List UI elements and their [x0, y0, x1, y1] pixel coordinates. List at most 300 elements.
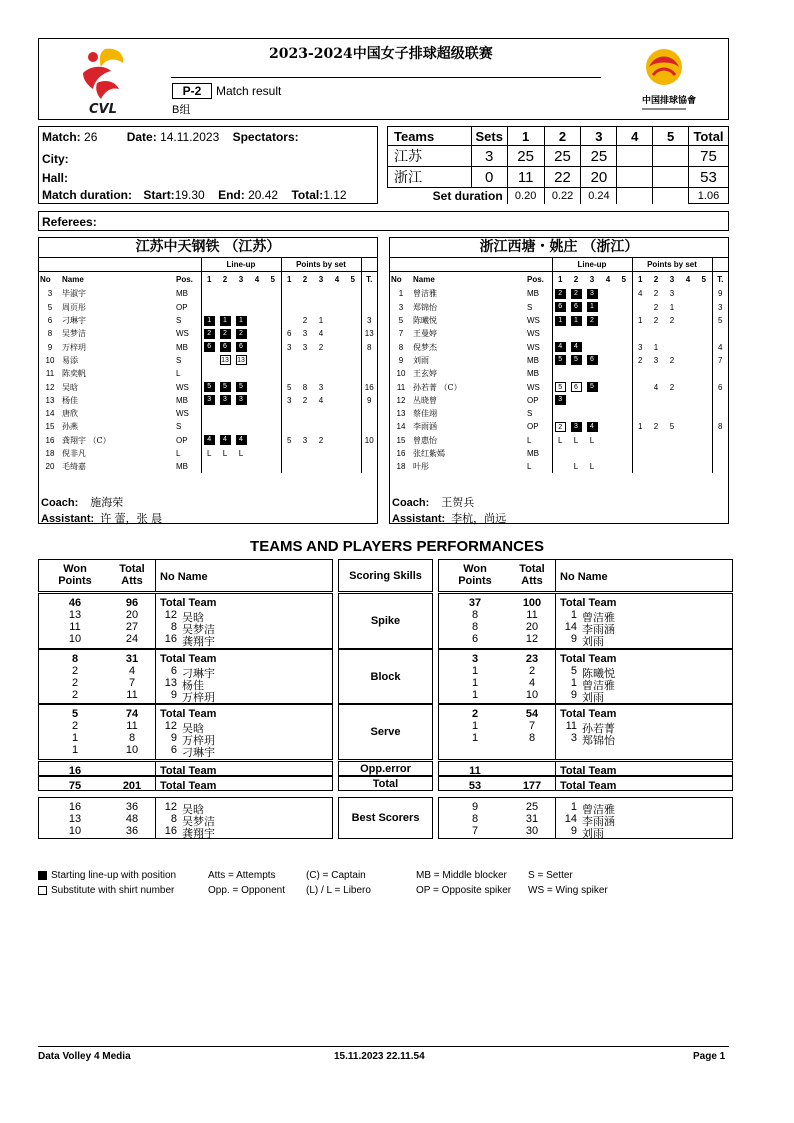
player-atts: 4	[528, 677, 536, 689]
set-points	[648, 327, 664, 340]
lineup-cell	[552, 287, 568, 300]
player-total	[712, 327, 728, 340]
coach-label: Coach:	[392, 497, 430, 509]
player-number: 14	[564, 813, 577, 825]
col-set1: 1	[507, 127, 544, 146]
start-label: Start:	[143, 188, 175, 202]
team-won-points: 46	[68, 597, 82, 609]
lineup-cell	[201, 327, 217, 340]
player-total	[361, 420, 377, 433]
lineup-cell	[249, 327, 265, 340]
player-row	[390, 287, 728, 300]
set-points	[680, 354, 696, 367]
lineup-cell	[584, 407, 600, 420]
lineup-header: Line-up	[201, 258, 281, 271]
set-points	[281, 354, 297, 367]
player-atts: 36	[125, 825, 139, 837]
player-position: WS	[176, 382, 189, 392]
lineup-cell	[584, 420, 600, 433]
lineup-cell	[600, 314, 616, 327]
player-atts: 7	[128, 677, 136, 689]
player-row	[390, 354, 728, 367]
player-number: 11	[45, 369, 55, 379]
lineup-cell	[233, 314, 249, 327]
won-points-header: Won Points	[458, 563, 492, 587]
set-points	[680, 420, 696, 433]
player-row	[39, 434, 377, 447]
player-total	[361, 354, 377, 367]
col-points-set: 3	[318, 275, 324, 285]
player-atts: 31	[525, 813, 539, 825]
set-points	[664, 434, 680, 447]
hall-label: Hall:	[42, 171, 69, 185]
lineup-cell	[584, 314, 600, 327]
lineup-table	[390, 258, 728, 473]
set-points: 2	[318, 435, 324, 445]
player-name: 吴梦洁	[62, 329, 86, 339]
substitute-number-icon: 2	[555, 422, 566, 432]
lineup-cell	[249, 420, 265, 433]
starting-position-icon: 2	[204, 329, 215, 339]
col-points-set: 1	[281, 271, 297, 287]
player-won-points: 1	[471, 677, 479, 689]
set-points: 3	[302, 329, 308, 339]
footer-page: Page 1	[693, 1051, 726, 1062]
starting-position-icon: 1	[204, 316, 215, 326]
set-points	[664, 367, 680, 380]
team-atts: 100	[522, 597, 542, 609]
lineup-cell	[584, 287, 600, 300]
set-points	[297, 287, 313, 300]
player-name: 吴晗	[182, 722, 204, 735]
player-atts: 12	[525, 633, 539, 645]
lineup-cell	[552, 340, 568, 353]
lineup-cell	[568, 407, 584, 420]
set-points	[680, 314, 696, 327]
lineup-cell	[568, 447, 584, 460]
player-number: 13	[164, 677, 177, 689]
player-row	[390, 434, 728, 447]
set-points	[648, 367, 664, 380]
player-name: 孙燕	[62, 422, 78, 432]
lineup-cell	[233, 327, 249, 340]
starting-position-icon: 2	[220, 329, 231, 339]
col-lineup-set: 1	[552, 271, 568, 287]
player-number: 16	[45, 435, 55, 445]
column-divider	[155, 762, 156, 775]
lineup-cell	[552, 447, 568, 460]
set-points	[648, 447, 664, 460]
player-name: 曾洁雅	[582, 679, 615, 692]
match-info	[38, 126, 378, 204]
set-points	[313, 447, 329, 460]
team-atts: 177	[522, 780, 542, 792]
set-points	[329, 460, 345, 473]
skill-total: Total	[338, 776, 433, 791]
player-number: 8	[170, 621, 177, 633]
lineup-cell	[265, 394, 281, 407]
report-code: P-2	[172, 83, 212, 99]
perf-block	[38, 704, 333, 760]
match-number: 26	[84, 130, 98, 144]
player-name: 郑锦怡	[582, 734, 615, 747]
player-position: S	[176, 355, 182, 365]
total-team-label: Total Team	[160, 653, 217, 665]
player-number: 14	[396, 422, 406, 432]
player-name: 张红紫嫣	[413, 449, 445, 458]
lineup-cell	[201, 287, 217, 300]
player-name: 刘雨	[413, 355, 429, 365]
player-number: 16	[164, 825, 177, 837]
player-number: 7	[398, 329, 404, 339]
player-total	[712, 407, 728, 420]
player-name: 丛晓曾	[413, 395, 437, 405]
player-number: 3	[570, 732, 577, 744]
set-points	[329, 287, 345, 300]
set-points	[297, 367, 313, 380]
score-row	[388, 146, 729, 167]
lineup-cell	[233, 354, 249, 367]
col-points-set: 4	[334, 275, 340, 285]
lineup-cell	[201, 301, 217, 314]
player-position: MB	[527, 369, 539, 379]
set-duration-label: Set duration	[432, 188, 503, 203]
player-position: L	[176, 449, 181, 458]
lineup-cell	[568, 380, 584, 393]
player-row	[390, 407, 728, 420]
lineup-cell	[568, 354, 584, 367]
legend-sub	[38, 885, 174, 896]
column-divider	[155, 705, 156, 759]
lineup-cell	[201, 314, 217, 327]
set-score	[617, 146, 653, 167]
end-value: 20.42	[248, 188, 279, 202]
player-row	[390, 301, 728, 314]
referees: Referees:	[38, 211, 729, 231]
player-atts: 10	[125, 744, 139, 756]
player-number: 12	[396, 395, 406, 405]
player-position: MB	[527, 355, 539, 365]
player-name: 李雨涵	[582, 815, 615, 828]
col-set3: 3	[581, 127, 617, 146]
lineup-cell	[584, 447, 600, 460]
col-points-set: 3	[669, 275, 675, 285]
player-name: 毕淑宇	[62, 289, 86, 299]
col-points-set: 1	[632, 271, 648, 287]
lineup-cell	[552, 380, 568, 393]
total-label: Total:	[291, 188, 324, 202]
player-won-points: 7	[471, 825, 479, 837]
legend-opp: Opp. = Opponent	[208, 885, 286, 896]
match-label: Match:	[42, 130, 81, 144]
empty-square-icon	[38, 886, 47, 895]
set-points	[680, 407, 696, 420]
lineup-cell	[265, 301, 281, 314]
set-points	[696, 314, 712, 327]
total-value: 1.12	[323, 188, 347, 202]
legend-captain: (C) = Captain	[306, 870, 366, 881]
lineup-cell	[217, 287, 233, 300]
lineup-cell	[265, 354, 281, 367]
player-number: 5	[570, 665, 577, 677]
set-points	[329, 380, 345, 393]
player-name: 万梓玥	[182, 691, 215, 704]
starting-position-icon: 2	[587, 316, 598, 326]
set-points	[281, 460, 297, 473]
col-teams: Teams	[388, 127, 472, 146]
player-total: 9	[361, 394, 377, 407]
player-name: 叶彤	[413, 462, 429, 472]
player-won-points: 10	[68, 825, 82, 837]
player-name: 孙若菁	[582, 722, 615, 735]
player-name: 吴梦洁	[182, 623, 215, 636]
player-atts: 11	[126, 720, 138, 732]
lineup-cell	[233, 380, 249, 393]
assistant-name: 李杭，尚远	[451, 512, 507, 525]
set-points: 4	[318, 395, 324, 405]
perf-block	[438, 761, 733, 776]
lineup-cell	[584, 340, 600, 353]
total-atts-header: Total Atts	[519, 563, 545, 587]
perf-block	[438, 797, 733, 839]
player-row	[390, 460, 728, 473]
lineup-cell	[616, 394, 632, 407]
set-duration: 0.20	[507, 188, 544, 204]
player-number: 12	[164, 801, 177, 813]
set-points	[696, 354, 712, 367]
perf-block	[38, 797, 333, 839]
player-name: 吴晗	[182, 803, 204, 816]
lineup-cell	[265, 340, 281, 353]
starting-position-icon: 4	[204, 435, 215, 445]
starting-position-icon: 5	[236, 382, 247, 392]
set-points	[297, 460, 313, 473]
player-name: 曾洁雅	[582, 611, 615, 624]
column-divider	[555, 705, 556, 759]
player-position: OP	[527, 422, 539, 432]
player-name: 吴晗	[62, 382, 78, 392]
player-number: 1	[570, 677, 577, 689]
lineup-cell	[616, 314, 632, 327]
set-points	[664, 394, 680, 407]
col-points-set: 5	[350, 275, 355, 285]
col-points-set: 4	[685, 275, 691, 285]
set-points: 2	[653, 302, 659, 312]
player-number: 20	[45, 462, 55, 472]
lineup-cell	[616, 460, 632, 473]
player-name: 刘雨	[582, 635, 604, 648]
player-atts: 11	[126, 689, 138, 701]
column-divider	[555, 560, 556, 591]
player-atts: 30	[525, 825, 539, 837]
starting-position-icon: 4	[587, 422, 598, 432]
lineup-cell	[616, 380, 632, 393]
player-name: 万梓玥	[62, 342, 86, 352]
lineup-cell	[265, 314, 281, 327]
set-points	[632, 447, 648, 460]
lineup-cell	[600, 380, 616, 393]
column-divider	[155, 594, 156, 648]
lineup-cell: L	[573, 435, 579, 445]
player-total: 9	[712, 287, 728, 300]
player-total: 7	[712, 354, 728, 367]
lineup-cell	[217, 314, 233, 327]
set-points	[680, 447, 696, 460]
player-won-points: 1	[71, 732, 79, 744]
col-points-set: 2	[302, 275, 308, 285]
player-number: 9	[570, 825, 577, 837]
team-atts: 31	[125, 653, 139, 665]
player-name: 刘雨	[582, 827, 604, 840]
player-number: 18	[45, 449, 55, 458]
set-points: 2	[669, 382, 675, 392]
set-score	[653, 146, 689, 167]
player-won-points: 11	[69, 621, 81, 633]
report-title: 2023-2024中国女子排球超级联赛	[269, 46, 493, 62]
total-team-label: Total Team	[560, 597, 617, 609]
player-row	[390, 420, 728, 433]
set-points: 2	[302, 316, 308, 326]
player-won-points: 8	[471, 621, 479, 633]
substitute-number-icon: 13	[237, 357, 245, 365]
sets-won: 0	[471, 167, 507, 188]
total-team-label: Total Team	[160, 780, 217, 792]
set-points	[297, 420, 313, 433]
lineup-cell	[217, 420, 233, 433]
col-sets: Sets	[471, 127, 507, 146]
player-row	[39, 340, 377, 353]
set-points	[632, 407, 648, 420]
set-points	[696, 340, 712, 353]
set-points: 2	[653, 316, 659, 326]
set-points	[345, 447, 361, 460]
lineup-cell	[217, 460, 233, 473]
lineup-cell	[233, 434, 249, 447]
set-score: 22	[544, 167, 581, 188]
set-points	[345, 407, 361, 420]
set-points: 3	[302, 435, 308, 445]
lineup-group-header	[390, 258, 728, 271]
set-points: 6	[281, 327, 297, 340]
set-points	[313, 407, 329, 420]
column-divider	[555, 777, 556, 790]
set-points	[648, 460, 664, 473]
starting-position-icon: 1	[236, 316, 247, 326]
col-pos: Pos.	[527, 275, 544, 285]
team-atts: 54	[525, 708, 539, 720]
team-name: 浙江	[388, 167, 472, 188]
player-row	[39, 314, 377, 327]
player-atts: 10	[525, 689, 539, 701]
player-position: OP	[527, 395, 539, 405]
player-number: 10	[45, 355, 55, 365]
set-points	[632, 394, 648, 407]
set-duration: 0.22	[544, 188, 581, 204]
player-row	[39, 354, 377, 367]
lineup-group-header	[39, 258, 377, 271]
player-total	[712, 394, 728, 407]
lineup-cell	[201, 340, 217, 353]
player-name: 倪非凡	[62, 449, 86, 458]
starting-position-icon: 1	[555, 316, 566, 326]
team-atts: 201	[122, 780, 142, 792]
set-points: 1	[632, 314, 648, 327]
lineup-cell	[265, 420, 281, 433]
col-lineup-set: 3	[238, 275, 244, 285]
player-total: 3	[361, 314, 377, 327]
set-points	[345, 327, 361, 340]
team-won-points: 8	[71, 653, 79, 665]
score-header-row	[388, 127, 729, 146]
col-name: Name	[413, 275, 435, 285]
lineup-header: Line-up	[552, 258, 632, 271]
set-points	[297, 301, 313, 314]
player-total: 6	[712, 380, 728, 393]
player-total: 5	[712, 314, 728, 327]
lineup-cell: L	[573, 462, 579, 472]
player-number: 13	[396, 409, 406, 419]
set-points: 8	[302, 382, 308, 392]
assistant-label: Assistant:	[41, 513, 95, 525]
team-atts: 96	[125, 597, 139, 609]
divider	[171, 77, 601, 78]
set-points	[696, 287, 712, 300]
player-name: 龚翔宇	[182, 635, 215, 648]
set-duration-row	[388, 188, 729, 204]
col-lineup-set: 1	[201, 271, 217, 287]
player-name: 王玄婷	[413, 369, 437, 379]
set-points	[696, 420, 712, 433]
lineup-cell	[249, 447, 265, 460]
performance-title: TEAMS AND PLAYERS PERFORMANCES	[250, 538, 544, 555]
set-points	[696, 367, 712, 380]
skill-spike: Spike	[338, 593, 433, 649]
player-won-points: 2	[71, 677, 79, 689]
player-won-points: 6	[471, 633, 479, 645]
set-points	[680, 340, 696, 353]
total-team-label: Total Team	[560, 653, 617, 665]
set-points	[313, 287, 329, 300]
player-position: MB	[527, 289, 539, 299]
player-won-points: 8	[471, 609, 479, 621]
player-number: 5	[398, 316, 404, 326]
player-won-points: 2	[71, 689, 79, 701]
team-title: 江苏中天钢铁 （江苏）	[39, 238, 377, 258]
player-total: 8	[712, 420, 728, 433]
player-row	[39, 327, 377, 340]
perf-block	[38, 761, 333, 776]
starting-position-icon: 5	[204, 382, 215, 392]
lineup-cell: L	[589, 462, 595, 472]
player-number: 3	[47, 289, 53, 299]
lineup-cell	[552, 420, 568, 433]
player-won-points: 1	[71, 744, 79, 756]
lineup-cell	[552, 301, 568, 314]
set-points	[696, 301, 712, 314]
col-total: Total	[689, 127, 729, 146]
set-points: 3	[318, 382, 324, 392]
lineup-cell	[233, 287, 249, 300]
player-number: 15	[45, 422, 55, 432]
player-position: OP	[176, 302, 188, 312]
lineup-cell	[568, 327, 584, 340]
column-divider	[555, 798, 556, 838]
footer-divider	[38, 1046, 729, 1047]
total-points: 75	[689, 146, 729, 167]
player-position: MB	[176, 289, 188, 299]
set-points	[648, 434, 664, 447]
svg-text:中国排球協會: 中国排球協會	[642, 96, 697, 106]
